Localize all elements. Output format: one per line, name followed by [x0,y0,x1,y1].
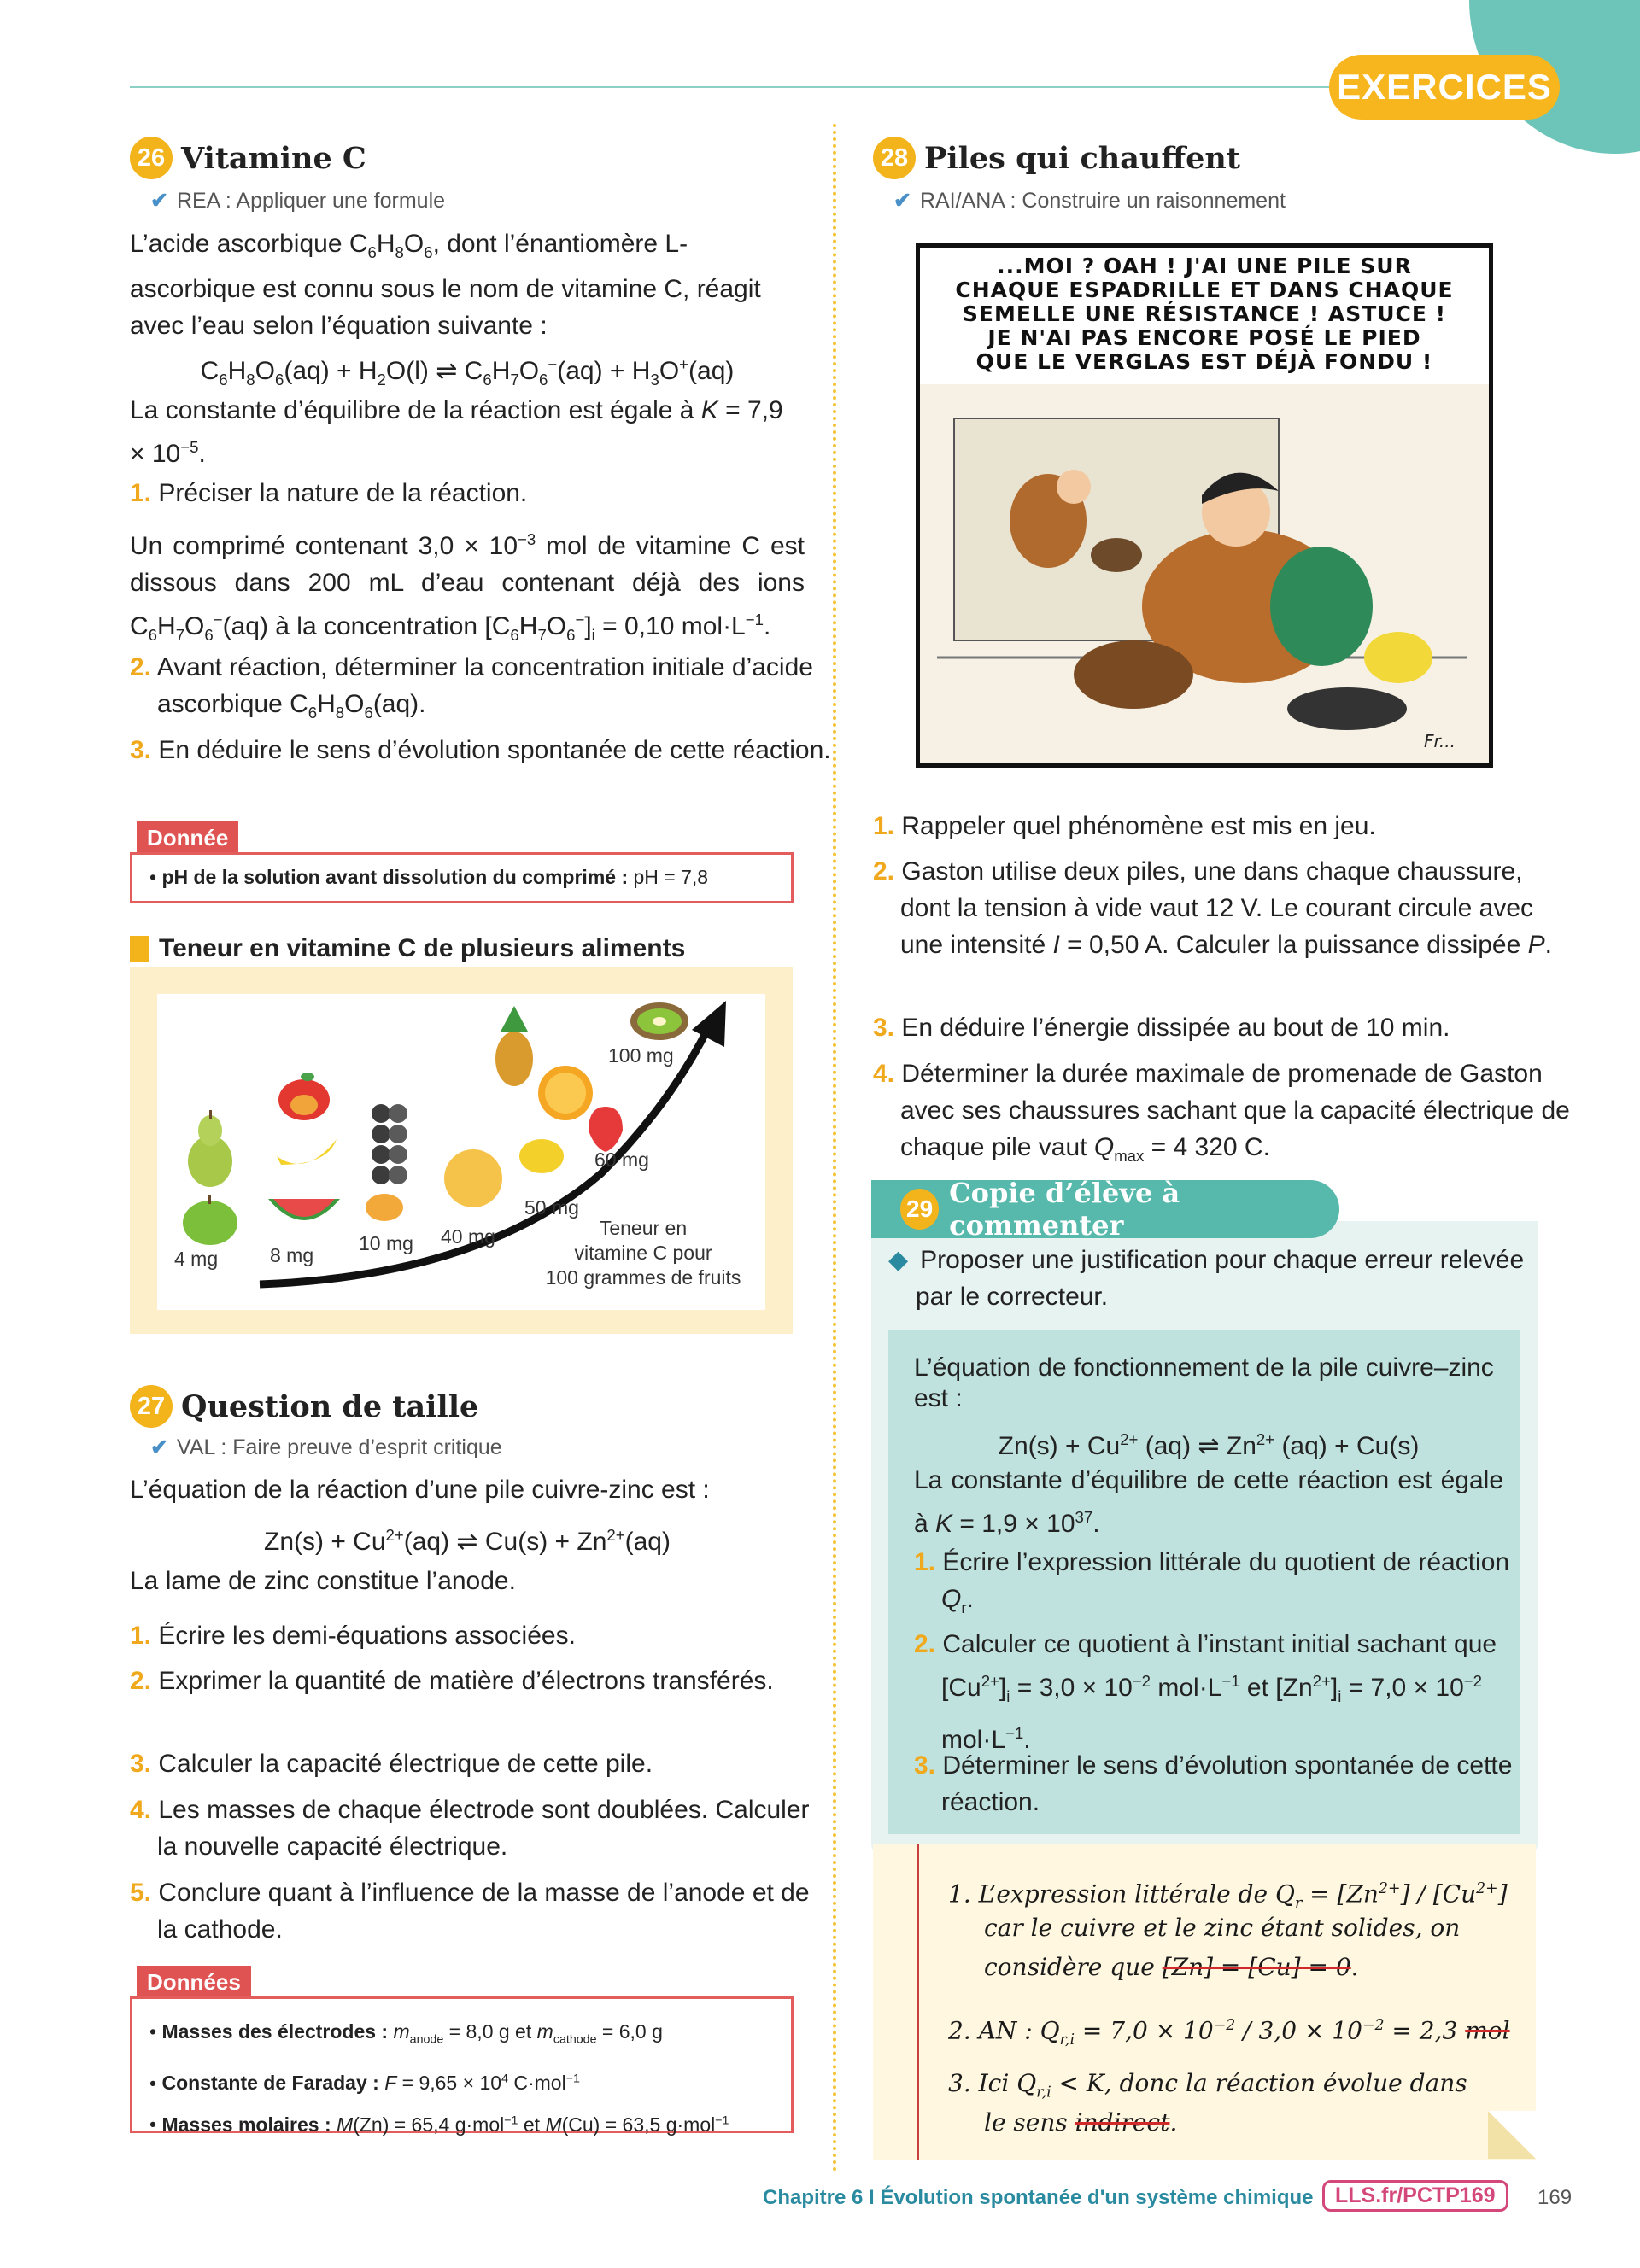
chart-caption-line-2: vitamine C pour [574,1242,712,1264]
red-apple-icon [278,1073,330,1120]
ex27-donnee-3: • Masses molaires : M(Zn) = 65,4 g·mol$^{-1}$ et M(Cu) = 63,5 g·mol$^{-1}$ [149,2113,729,2136]
ex29-number-badge: 29 [900,1189,939,1230]
header-rule [130,86,1343,88]
pineapple-icon [495,1006,533,1086]
chart-value-label: 60 mg [594,1149,649,1171]
check-icon: ✔ [893,189,911,213]
page-number: 169 [1538,2186,1573,2209]
ex26-question-2: 2. Avant réaction, déterminer la concentration initiale d’acide ascorbique $C_6H_8O_6(aq)$. [130,653,813,722]
ex28-question-1: 1. Rappeler quel phénomène est mis en jeu. [873,812,1376,840]
ex29-equation: $Zn(s) + Cu^{2+}$ (aq) ⇌ $Zn^{2+}$ (aq) + Cu(s) [998,1430,1420,1460]
arrowhead-icon [692,1001,726,1047]
grapes-icon [372,1104,407,1184]
ex28-question-3: 3. En déduire l’énergie dissipée au bout de 10 min. [873,1014,1450,1042]
chart-title [130,934,685,963]
ex27-donnees-label: Données [137,1966,251,1998]
ex27-q2-text: Exprimer la quantité de matière d’électrons transférés. [158,1667,774,1695]
ex28-heading [873,137,1240,179]
ex29-question-2: 2. Calculer ce quotient à l’instant initial sachant que $[Cu^{2+}]_i = 3,0 \times 10^{-2}$ $mol\cdot L^{-1}$ et $[Zn^{2+}]_i = 7,0 \times 10^{-2}$ $mol\cdot L^{-1}$. [914,1630,1497,1754]
melon-icon [444,1149,502,1207]
chart-value-label: 8 mg [270,1244,314,1266]
chart-value-label: 10 mg [359,1232,413,1254]
ex27-q1-text: Écrire les demi-équations associées. [158,1622,576,1650]
section-tab: EXERCICES [1329,55,1560,120]
ex26-skill [150,188,445,213]
ex26-constant: La constante d’équilibre de la réaction est égale à $K = 7,9 \times 10^{-5}$. [130,396,783,468]
orange-slice-icon [538,1066,593,1120]
ex26-skill-text: REA : Appliquer une formule [176,189,446,213]
ex29-constant: La constante d’équilibre de cette réaction est égale à $K = 1,9 \times 10^{37}$. [914,1466,1503,1538]
comic-line-2: CHAQUE ESPADRILLE ET DANS CHAQUE [955,278,1454,302]
ex27-skill [150,1435,502,1460]
chart-title-marker [130,936,149,962]
ex27-donnee-1: • Masses des électrodes : $m_{anode} = 8,0$ g et $m_{cathode} = 6,0$ g [149,2020,663,2047]
ex26-q2-text: Avant réaction, déterminer la concentration initiale d’acide ascorbique $C_6H_8O_6(aq)$. [156,653,813,722]
chart-caption-line-1: Teneur en [599,1217,688,1239]
ex28-skill [893,188,1286,213]
ex27-question-3: 3. Calculer la capacité électrique de cette pile. [130,1750,653,1778]
ex28-q3-text: En déduire l’énergie dissipée au bout de 10 min. [901,1014,1450,1042]
ex27-question-5: 5. Conclure quant à l’influence de la masse de l’anode et de la cathode. [130,1879,810,1944]
ex27-equation: $Zn(s) + Cu^{2+}(aq)$ ⇌ $Cu(s) + Zn^{2+}(aq)$ [264,1526,671,1556]
paper-margin-line [917,1844,919,2160]
comic-line-5: QUE LE VERGLAS EST DÉJÀ FONDU ! [975,349,1433,374]
chart-caption [528,1216,758,1290]
chart-caption-line-3: 100 grammes de fruits [545,1266,741,1289]
green-apple-icon [183,1195,237,1245]
watermelon-icon [268,1199,340,1220]
ex26-donnee-label: Donnée [137,821,238,854]
ex27-question-2: 2. Exprimer la quantité de matière d’électrons transférés. [130,1667,774,1695]
ex28-skill-text: RAI/ANA : Construire un raisonnement [919,189,1286,213]
copy-answer-1c: considère que [Zn] = [Cu] = 0. [984,1953,1359,1981]
ex29-heading [871,1177,1339,1242]
ex27-question-4: 4. Les masses de chaque électrode sont doublées. Calculer la nouvelle capacité électrique. [130,1796,810,1861]
ex29-statement-intro: L’équation de fonctionnement de la pile cuivre–zinc est : [914,1353,1494,1412]
apricot-icon [366,1194,403,1221]
check-icon: ✔ [150,1435,168,1459]
ex28-question-2: 2. Gaston utilise deux piles, une dans chaque chaussure, dont la tension à vide vaut 12 V. Le courant circule avec une intensité I = 0,50 A. Calculer la puissance dissipée P. [873,857,1552,959]
ex27-donnees-box [130,1996,794,2136]
ex27-skill-text: VAL : Faire preuve d’esprit critique [176,1435,502,1459]
ex27-intro: L’équation de la réaction d’une pile cuivre-zinc est : [130,1476,710,1504]
ex28-q1-text: Rappeler quel phénomène est mis en jeu. [901,812,1376,840]
ex29-q3-text: Déterminer le sens d’évolution spontanée de cette réaction. [941,1751,1513,1816]
column-separator [833,124,836,2173]
ex28-q2-text: Gaston utilise deux piles, une dans chaque chaussure, dont la tension à vide vaut 12 V. Le courant circule avec une intensité I = 0,50 A. Calculer la puissance dissipée P. [900,857,1552,959]
banana-icon [277,1139,337,1165]
ex26-donnee-line: • pH de la solution avant dissolution du comprimé : pH = 7,8 [149,866,709,888]
ex27-donnee-2: • Constante de Faraday : $F = 9,65 \times 10^4$ C·mol$^{-1}$ [149,2072,580,2095]
ex28-q4-text: Déterminer la durée maximale de promenade de Gaston avec ses chaussures sachant que la capacité électrique de chaque pile vaut $Q_{max} = 4$ 320 C. [900,1060,1570,1165]
lemon-icon [519,1139,564,1173]
pear-icon [188,1110,232,1187]
ex29-q2-text: Calculer ce quotient à l’instant initial sachant que $[Cu^{2+}]_i = 3,0 \times 10^{-2}$ $mol\cdot L^{-1}$ et $[Zn^{2+}]_i = 7,0 \times 10^{-2}$ $mol\cdot L^{-1}$. [941,1630,1497,1754]
ex26-number-badge: 26 [130,137,173,179]
copy-answer-1b: car le cuivre et le zinc étant solides, on [984,1914,1461,1942]
copy-answer-2: 2. AN : $Q_{r,i} = 7,0 \times 10^{-2} / 3,0 \times 10^{-2} = 2,3$ mol [948,2016,1510,2049]
ex27-question-1: 1. Écrire les demi-équations associées. [130,1622,576,1650]
chart-value-label: 4 mg [174,1248,219,1270]
comic-line-3: SEMELLE UNE RÉSISTANCE ! ASTUCE ! [962,301,1447,326]
footer-link[interactable]: LLS.fr/PCTP169 [1322,2180,1508,2212]
ex26-equation: $C_6H_8O_6(aq) + H_2O(l)$ ⇌ $C_6H_7O_6^-(aq) + H_3O^+(aq)$ [200,355,735,389]
copy-answer-1: 1. L’expression littérale de $Q_r = [Zn^{2+}] / [Cu^{2+}]$ [948,1879,1508,1912]
ex27-q5-text: Conclure quant à l’influence de la masse de l’anode et de la cathode. [157,1879,810,1944]
ex27-d2-text: Constante de Faraday : $F = 9,65 \times 10^4$ C·mol$^{-1}$ [161,2072,580,2095]
ex27-number-badge: 27 [130,1385,173,1428]
comic-illustration [920,248,1489,763]
ex26-heading [130,137,366,179]
check-icon: ✔ [150,189,168,213]
comic-line-4: JE N'AI PAS ENCORE POSÉ LE PIED [987,325,1421,350]
chart-value-label: 100 mg [608,1044,674,1067]
ex29-q1-text: Écrire l’expression littérale du quotient de réaction $Q_r$. [941,1548,1510,1616]
comic-panel [916,243,1493,768]
comic-line-1: ...MOI ? OAH ! J'AI UNE PILE SUR [997,254,1412,278]
strawberry-icon [589,1107,623,1152]
ex29-question-1: 1. Écrire l’expression littérale du quotient de réaction $Q_r$. [914,1548,1510,1616]
ex29-instruction-text: Proposer une justification pour chaque erreur relevée par le correcteur. [916,1246,1525,1311]
ex27-d1-text: Masses des électrodes : $m_{anode} = 8,0$ g et $m_{cathode} = 6,0$ g [161,2020,663,2047]
chart-value-label: 40 mg [441,1225,495,1248]
copy-answer-3b: le sens indirect. [984,2108,1178,2136]
ex28-question-4: 4. Déterminer la durée maximale de promenade de Gaston avec ses chaussures sachant que la capacité électrique de chaque pile vaut $Q_{max} = 4$ 320 C. [873,1060,1570,1165]
ex26-title: Vitamine C [181,140,366,176]
comic-signature: Fr... [1424,731,1456,751]
ex26-q1-text: Préciser la nature de la réaction. [158,479,528,507]
ex27-anode-text: La lame de zinc constitue l’anode. [130,1567,516,1595]
ex26-donnee-text: pH de la solution avant dissolution du comprimé : pH = 7,8 [161,866,709,888]
ex26-question-1: 1. Préciser la nature de la réaction. [130,479,528,507]
bullet-diamond-icon: ◆ [888,1246,909,1274]
ex28-number-badge: 28 [873,137,916,179]
ex29-instruction [888,1242,1548,1315]
ex28-title: Piles qui chauffent [924,140,1240,176]
ex27-d3-text: Masses molaires : M(Zn) = 65,4 g·mol$^{-1}$ et M(Cu) = 63,5 g·mol$^{-1}$ [161,2113,729,2136]
ex27-heading [130,1385,478,1428]
ex26-q3-text: En déduire le sens d’évolution spontanée de cette réaction. [158,736,831,764]
chart-value-label: 50 mg [524,1196,579,1219]
ex26-context: Un comprimé contenant $3,0 \times 10^{-3}$ mol de vitamine C est dissous dans 200 mL d’eau contenant déjà des ions $C_6H_7O_6^-(aq)$ à la concentration $[C_6H_7O_6^-]_i = 0,10$ $mol\cdot L^{-1}$. [130,530,805,644]
ex27-q4-text: Les masses de chaque électrode sont doublées. Calculer la nouvelle capacité électrique. [157,1796,810,1861]
ex26-intro: L’acide ascorbique $C_6H_8O_6$, dont l’énantiomère L-ascorbique est connu sous le nom de vitamine C, réagit avec l’eau selon l’équation suivante : [130,230,761,340]
ex29-title: Copie d’élève à commenter [949,1177,1180,1242]
ex26-question-3: 3. En déduire le sens d’évolution spontanée de cette réaction. [130,736,831,764]
ex27-title: Question de taille [181,1388,479,1424]
chart-title-text: Teneur en vitamine C de plusieurs aliments [159,934,686,962]
copy-answer-3: 3. Ici $Q_{r,i} < K$, donc la réaction évolue dans [948,2069,1467,2101]
kiwi-icon [630,1002,688,1040]
ex27-q3-text: Calculer la capacité électrique de cette pile. [158,1750,653,1778]
ex29-question-3: 3. Déterminer le sens d’évolution spontanée de cette réaction. [914,1751,1513,1816]
footer-chapter: Chapitre 6 I Évolution spontanée d'un système chimique [763,2186,1314,2209]
ex26-donnee-box [130,852,794,903]
